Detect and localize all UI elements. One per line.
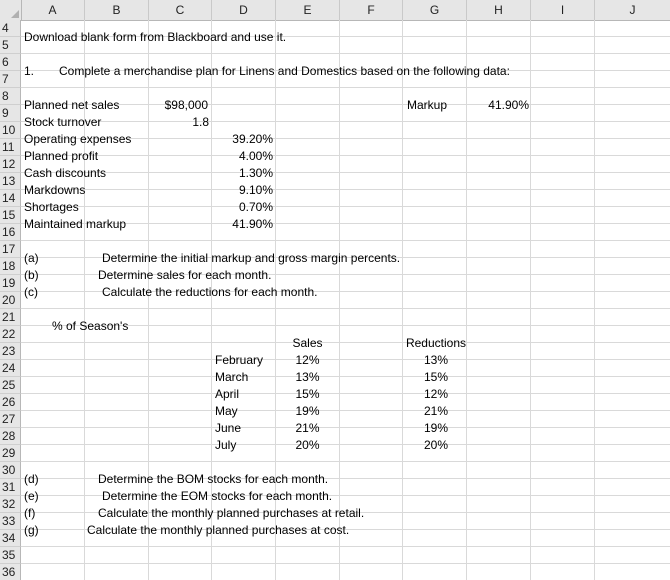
cell-a31[interactable]: (e) [24, 489, 39, 503]
row-header[interactable]: 5 [0, 37, 21, 54]
row-header[interactable]: 16 [0, 224, 21, 241]
season-month-cell[interactable]: May [215, 404, 238, 418]
season-sales-cell[interactable]: 13% [295, 370, 320, 384]
row-header[interactable]: 12 [0, 156, 21, 173]
cell-e22[interactable]: Sales [292, 336, 323, 350]
cell-d14[interactable]: 0.70% [238, 200, 273, 214]
cell-c9[interactable]: 1.8 [192, 115, 209, 129]
cell-a9[interactable]: Stock turnover [24, 115, 102, 129]
gridline [21, 87, 670, 88]
cell-a18[interactable]: (b) [24, 268, 39, 282]
season-month-cell[interactable]: June [215, 421, 242, 435]
row-header[interactable]: 33 [0, 513, 21, 530]
cell-a15[interactable]: Maintained markup [24, 217, 127, 231]
cell-a6[interactable]: 1. [24, 64, 35, 78]
column-header-b[interactable]: B [85, 0, 149, 20]
cell-a10[interactable]: Operating expenses [24, 132, 132, 146]
gridline [21, 155, 670, 156]
gridline [21, 427, 670, 428]
gridline [21, 410, 670, 411]
cell-c8[interactable]: $98,000 [164, 98, 208, 112]
cell-a21[interactable]: % of Season's [52, 319, 129, 333]
row-header[interactable]: 19 [0, 275, 21, 292]
cell-b33[interactable]: Calculate the monthly planned purchases at cost. [87, 523, 350, 537]
row-header[interactable]: 24 [0, 360, 21, 377]
row-header[interactable]: 13 [0, 173, 21, 190]
gridline [21, 172, 670, 173]
cell-a12[interactable]: Cash discounts [24, 166, 107, 180]
cell-b31[interactable]: Determine the EOM stocks for each month. [102, 489, 333, 503]
season-reductions-cell[interactable]: 12% [423, 387, 449, 401]
cell-a11[interactable]: Planned profit [24, 149, 99, 163]
gridline [21, 563, 670, 564]
cell-a4[interactable]: Download blank form from Blackboard and use it. [24, 30, 287, 44]
season-month-cell[interactable]: April [215, 387, 240, 401]
gridline [21, 308, 670, 309]
season-reductions-cell[interactable]: 19% [423, 421, 449, 435]
column-header-c[interactable]: C [149, 0, 212, 20]
cell-a33[interactable]: (g) [24, 523, 39, 537]
row-header[interactable]: 25 [0, 377, 21, 394]
cell-a19[interactable]: (c) [24, 285, 38, 299]
row-header[interactable]: 32 [0, 496, 21, 513]
row-header[interactable]: 4 [0, 20, 21, 37]
gridline [21, 240, 670, 241]
row-header[interactable]: 6 [0, 54, 21, 71]
season-reductions-cell[interactable]: 21% [423, 404, 449, 418]
column-header-e[interactable]: E [276, 0, 340, 20]
gridline [21, 444, 670, 445]
cell-d12[interactable]: 1.30% [238, 166, 273, 180]
gridline [21, 189, 670, 190]
column-header-f[interactable]: F [340, 0, 403, 20]
gridline [21, 121, 670, 122]
gridline [21, 53, 670, 54]
row-header[interactable]: 29 [0, 445, 21, 462]
row-header[interactable]: 27 [0, 411, 21, 428]
column-header-g[interactable]: G [403, 0, 467, 20]
cell-h8[interactable]: 41.90% [488, 98, 529, 112]
column-header-a[interactable]: A [21, 0, 85, 20]
row-header[interactable]: 10 [0, 122, 21, 139]
column-header-j[interactable]: J [629, 3, 636, 17]
row-header[interactable]: 11 [0, 139, 21, 156]
row-header[interactable]: 8 [0, 88, 21, 105]
season-reductions-cell[interactable]: 13% [423, 353, 449, 367]
cell-a17[interactable]: (a) [24, 251, 39, 265]
row-header[interactable]: 17 [0, 241, 21, 258]
gridline [21, 461, 670, 462]
row-header[interactable]: 36 [0, 564, 21, 580]
cell-a8[interactable]: Planned net sales [24, 98, 120, 112]
row-header[interactable]: 26 [0, 394, 21, 411]
gridline [21, 342, 670, 343]
season-reductions-cell[interactable]: 20% [423, 438, 449, 452]
cell-d15[interactable]: 41.90% [232, 217, 273, 231]
cell-a30[interactable]: (d) [24, 472, 39, 486]
select-all-corner[interactable] [0, 0, 22, 20]
gridline [21, 376, 670, 377]
row-header[interactable]: 35 [0, 547, 21, 564]
cell-a14[interactable]: Shortages [24, 200, 79, 214]
gridline [21, 546, 670, 547]
row-header[interactable]: 28 [0, 428, 21, 445]
row-header[interactable]: 34 [0, 530, 21, 547]
cell-a32[interactable]: (f) [24, 506, 36, 520]
season-reductions-cell[interactable]: 15% [423, 370, 449, 384]
cell-g22[interactable]: Reductions [405, 336, 467, 350]
cell-b19[interactable]: Calculate the reductions for each month. [102, 285, 318, 299]
row-header[interactable]: 31 [0, 479, 21, 496]
row-header[interactable]: 14 [0, 190, 21, 207]
row-header[interactable]: 22 [0, 326, 21, 343]
cell-b18[interactable]: Determine sales for each month. [98, 268, 272, 282]
season-sales-cell[interactable]: 19% [295, 404, 320, 418]
column-header-d[interactable]: D [212, 0, 276, 20]
cell-d10[interactable]: 39.20% [232, 132, 273, 146]
column-header-i[interactable]: I [531, 0, 595, 20]
cell-d11[interactable]: 4.00% [238, 149, 273, 163]
season-month-cell[interactable]: July [215, 438, 237, 452]
gridline [21, 393, 670, 394]
season-month-cell[interactable]: March [215, 370, 249, 384]
cell-b6[interactable]: Complete a merchandise plan for Linens and Domestics based on the following data: [59, 64, 510, 78]
season-sales-cell[interactable]: 15% [295, 387, 320, 401]
cell-b30[interactable]: Determine the BOM stocks for each month. [98, 472, 329, 486]
cell-a13[interactable]: Markdowns [24, 183, 86, 197]
row-header[interactable]: 30 [0, 462, 21, 479]
season-sales-cell[interactable]: 12% [295, 353, 320, 367]
select-all-triangle-icon [11, 10, 19, 18]
row-header[interactable]: 20 [0, 292, 21, 309]
row-header[interactable]: 23 [0, 343, 21, 360]
season-sales-cell[interactable]: 21% [295, 421, 320, 435]
cell-b17[interactable]: Determine the initial markup and gross margin percents. [102, 251, 401, 265]
cell-d13[interactable]: 9.10% [238, 183, 273, 197]
season-sales-cell[interactable]: 20% [295, 438, 320, 452]
row-header[interactable]: 9 [0, 105, 21, 122]
row-header[interactable]: 18 [0, 258, 21, 275]
row-header[interactable]: 15 [0, 207, 21, 224]
column-header-h[interactable]: H [467, 0, 531, 20]
row-header[interactable]: 7 [0, 71, 21, 88]
season-month-cell[interactable]: February [215, 353, 264, 367]
gridline [21, 359, 670, 360]
cell-g8[interactable]: Markup [407, 98, 448, 112]
cell-b32[interactable]: Calculate the monthly planned purchases at retail. [98, 506, 365, 520]
gridline [21, 206, 670, 207]
row-header[interactable]: 21 [0, 309, 21, 326]
